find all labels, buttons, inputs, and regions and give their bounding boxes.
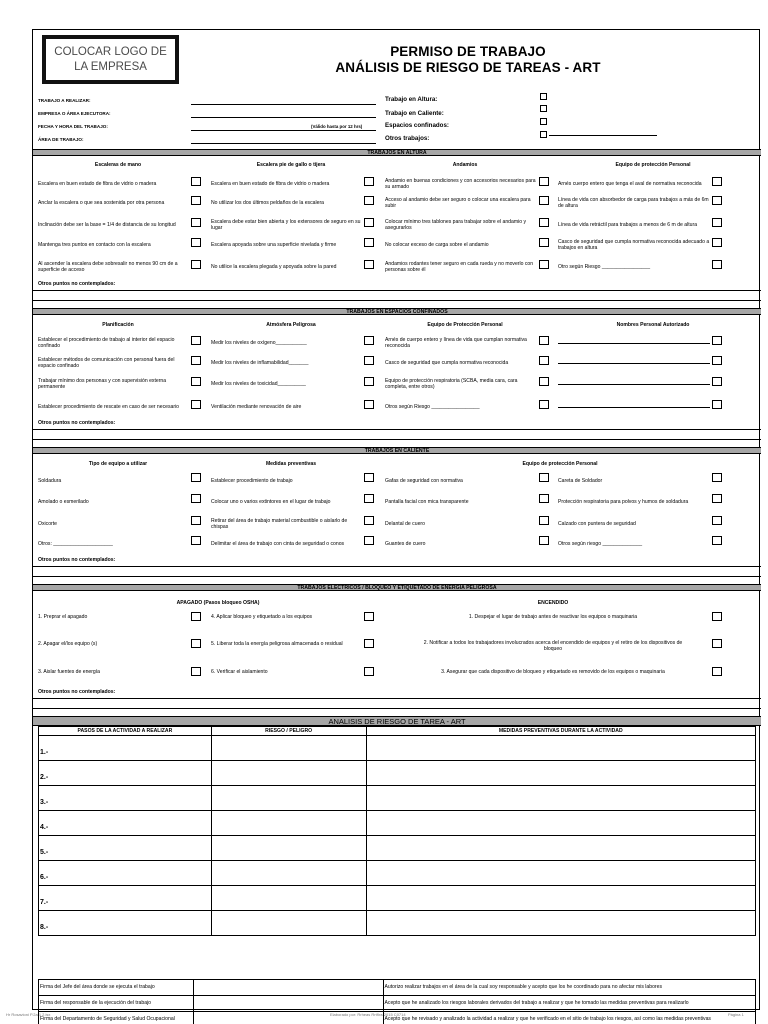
col-title: Planificación	[102, 322, 134, 328]
checkbox[interactable]	[364, 356, 374, 365]
art-row	[39, 861, 756, 886]
checkbox[interactable]	[539, 177, 549, 186]
checkbox[interactable]	[712, 612, 722, 621]
checkbox[interactable]	[191, 494, 201, 503]
col-title: Escalera pie de gallo o tijera	[256, 162, 326, 168]
checkbox[interactable]	[539, 260, 549, 269]
signature-role: Firma del Departamento de Seguridad y Salud Ocupacional	[39, 1012, 194, 1024]
checkbox[interactable]	[364, 516, 374, 525]
divider	[33, 576, 761, 577]
checkbox[interactable]	[712, 377, 722, 386]
art-step-cell[interactable]: 4.-	[39, 811, 212, 836]
art-measures-cell[interactable]	[366, 736, 755, 761]
checklist-item: Escalera debe estar bien abierta y los extensores de seguro en su lugar	[211, 218, 361, 231]
checkbox[interactable]	[364, 639, 374, 648]
checklist-item: Acceso al andamio debe ser seguro o colocar una escalera para subir	[385, 196, 531, 209]
checkbox[interactable]	[364, 612, 374, 621]
section-band-art: ANALISIS DE RIESGO DE TAREA - ART	[33, 716, 761, 726]
checklist-item: Casco de seguridad que cumpla normativa reconocida	[385, 359, 509, 366]
checklist-item: Soldadura	[38, 477, 62, 484]
checklist-item: Establecer procedimiento de rescate en caso de ser necesario	[38, 403, 180, 410]
col-title: APAGADO (Pasos bloqueo OSHA)	[176, 600, 260, 606]
checklist-item: Otros según riesgo ______________	[558, 540, 643, 547]
art-step-cell[interactable]: 7.-	[39, 886, 212, 911]
checklist-item: Retirar del área de trabajo material combustible o aislarlo de chispas	[211, 517, 348, 530]
checklist-item: Medir los niveles de oxígeno___________	[211, 339, 307, 346]
checkbox[interactable]	[364, 494, 374, 503]
checkbox[interactable]	[191, 377, 201, 386]
checklist-item: 6. Verificar el aislamiento	[211, 668, 268, 675]
col-title: Tipo de equipo a utilizar	[88, 461, 148, 467]
checklist-item: Línea de vida con absorbedor de carga para trabajos a más de 6m de altura	[558, 196, 709, 209]
art-risk-cell[interactable]	[211, 761, 366, 786]
checkbox[interactable]	[191, 177, 201, 186]
art-step-cell[interactable]: 5.-	[39, 836, 212, 861]
col-title: Equipo de Protección Personal	[427, 322, 503, 328]
col-title: Nombres Personal Autorizado	[616, 322, 690, 328]
checkbox[interactable]	[364, 260, 374, 269]
checkbox[interactable]	[712, 260, 722, 269]
checklist-item: Andamio en buenas condiciones y con accesorios necesarios para su armado	[385, 177, 536, 190]
checklist-item: Medir los niveles de toxicidad__________	[211, 380, 306, 387]
checkbox[interactable]	[191, 516, 201, 525]
checkbox[interactable]	[539, 494, 549, 503]
authorized-name-line[interactable]	[558, 407, 710, 408]
checklist-item: Colocar uno o varios extintores en el lugar de trabajo	[211, 498, 331, 505]
col-title: Andamios	[452, 162, 478, 168]
checklist-item: Arnés de cuerpo entero y línea de vida que cumplan normativa reconocida	[385, 336, 527, 349]
checklist-item: No colocar exceso de carga sobre el andamio	[385, 241, 489, 248]
checklist-item: Establecer métodos de comunicación con personal fuera del espacio confinado	[38, 356, 175, 369]
work-type-checkbox[interactable]	[540, 93, 547, 100]
checklist-item: 2. Apagar el/los equipo (s)	[38, 640, 98, 647]
checklist-item: Otros: _____________________	[38, 540, 113, 547]
checkbox[interactable]	[191, 612, 201, 621]
header-field-label: TRABAJO A REALIZAR:	[38, 98, 91, 103]
art-step-cell[interactable]: 8.-	[39, 911, 212, 936]
checkbox[interactable]	[364, 667, 374, 676]
art-measures-cell[interactable]	[366, 886, 755, 911]
checklist-item: Al ascender la escalera debe sobresalir no menos 90 cm de a superficie de acceso	[38, 260, 178, 273]
checklist-item: Gafas de seguridad con normativa	[385, 477, 463, 484]
checkbox[interactable]	[539, 377, 549, 386]
logo-placeholder	[42, 35, 179, 84]
checkbox[interactable]	[712, 356, 722, 365]
checklist-item: Trabajar mínimo dos personas y con supervisión externa permanente	[38, 377, 167, 390]
art-row	[39, 786, 756, 811]
authorized-name-line[interactable]	[558, 343, 710, 344]
checklist-item: Línea de vida retráctil para trabajos a menos de 6 m de altura	[558, 221, 698, 228]
signature-statement: Acepto que he analizado los riesgos laborales derivados del trabajo a realizar y que he tomado las medidas preventivas para realizarlo	[383, 996, 755, 1012]
checklist-item: Protección respiratoria para polvos y humos de soldadura	[558, 498, 689, 505]
checklist-item: 3. Aislar fuentes de energía	[38, 668, 101, 675]
checkbox[interactable]	[364, 218, 374, 227]
checklist-item: Casco de seguridad que cumpla normativa reconocida adecuado a trabajos en altura	[558, 238, 710, 251]
art-header-row	[39, 727, 756, 736]
checkbox[interactable]	[712, 667, 722, 676]
form-title: PERMISO DE TRABAJO	[390, 44, 546, 59]
checkbox[interactable]	[191, 356, 201, 365]
signature-row	[39, 996, 756, 1012]
checklist-item: Otro según Riesgo _________________	[558, 263, 651, 270]
art-row	[39, 736, 756, 761]
section-band-confinados: TRABAJOS EN ESPACIOS CONFINADOS	[33, 308, 761, 315]
signature-field[interactable]	[193, 996, 383, 1012]
checklist-item: Colocar mínimo tres tablones para trabajar sobre el andamio y asegurarlos	[385, 218, 526, 231]
art-row	[39, 886, 756, 911]
checkbox[interactable]	[364, 336, 374, 345]
art-measures-cell[interactable]	[366, 911, 755, 936]
header-field-label: ÁREA DE TRABAJO:	[38, 137, 84, 142]
art-col-header: RIESGO / PELIGRO	[211, 727, 366, 736]
checkbox[interactable]	[712, 196, 722, 205]
art-row	[39, 811, 756, 836]
art-row	[39, 761, 756, 786]
checkbox[interactable]	[539, 196, 549, 205]
checkbox[interactable]	[712, 536, 722, 545]
signature-statement: Acepto que he revisado y analizado la actividad a realizar y que he verificado en el sitio de trabajo los riesgos, así como las medidas preventivas	[383, 1012, 755, 1024]
checklist-item: Equipo de protección respiratoria (SCBA, media cara, cara completa, entre otros)	[385, 377, 518, 390]
art-measures-cell[interactable]	[366, 861, 755, 886]
divider	[33, 698, 761, 699]
art-risk-cell[interactable]	[211, 911, 366, 936]
checklist-item: Amolado o esmerilado	[38, 498, 89, 505]
checkbox[interactable]	[712, 516, 722, 525]
checkbox[interactable]	[191, 238, 201, 247]
checklist-item: Establecer el procedimiento de trabajo al interior del espacio confinado	[38, 336, 175, 349]
signature-field[interactable]	[193, 980, 383, 996]
checklist-item: Guantes de cuero	[385, 540, 426, 547]
checklist-item: Delantal de cuero	[385, 520, 425, 527]
header-field-line[interactable]	[191, 117, 376, 118]
checkbox[interactable]	[191, 639, 201, 648]
checkbox[interactable]	[712, 336, 722, 345]
checkbox[interactable]	[364, 400, 374, 409]
checklist-item: Medir los niveles de inflamabilidad_______	[211, 359, 309, 366]
checkbox[interactable]	[364, 238, 374, 247]
section-band-electricos: TRABAJOS ELECTRICOS / BLOQUEO Y ETIQUETADO DE ENERGÍA PELIGROSA	[33, 584, 761, 591]
art-step-cell[interactable]: 2.-	[39, 761, 212, 786]
checklist-item: Otros según Riesgo _________________	[385, 403, 480, 410]
checklist-item: Mantenga tres puntos en contacto con la escalera	[38, 241, 151, 248]
header-field-label: FECHA Y HORA DEL TRABAJO:	[38, 124, 108, 129]
art-measures-cell[interactable]	[366, 761, 755, 786]
checkbox[interactable]	[364, 536, 374, 545]
checkbox[interactable]	[191, 667, 201, 676]
checklist-item: 4. Aplicar bloqueo y etiquetado a los equipos	[211, 613, 313, 620]
art-measures-cell[interactable]	[366, 811, 755, 836]
other-points-label: Otros puntos no contemplados:	[38, 420, 116, 426]
checklist-item: Calzado con puntera de seguridad	[558, 520, 636, 527]
checklist-item: Careta de Soldador	[558, 477, 603, 484]
col-title: Equipo de protección Personal	[615, 162, 691, 168]
art-risk-cell[interactable]	[211, 886, 366, 911]
checklist-item: Establecer procedimiento de trabajo	[211, 477, 293, 484]
art-col-header: MEDIDAS PREVENTIVAS DURANTE LA ACTIVIDAD	[366, 727, 755, 736]
other-work-line[interactable]	[549, 135, 657, 136]
checklist-item: Arnés cuerpo entero que tenga el aval de normativa reconocida	[558, 180, 702, 187]
footer-center: Elaborado por: Rrheas Rrtflxs 2015 C0714	[330, 1012, 406, 1017]
divider	[33, 300, 761, 301]
checkbox[interactable]	[539, 473, 549, 482]
checklist-item: Escalera apoyada sobre una superficie nivelada y firme	[211, 241, 337, 248]
checkbox[interactable]	[191, 196, 201, 205]
col-title: ENCENDIDO	[537, 600, 569, 606]
checkbox[interactable]	[364, 473, 374, 482]
other-points-label: Otros puntos no contemplados:	[38, 689, 116, 695]
art-risk-cell[interactable]	[211, 861, 366, 886]
art-table	[38, 726, 756, 936]
divider	[33, 708, 761, 709]
checkbox[interactable]	[712, 177, 722, 186]
art-step-cell[interactable]: 6.-	[39, 861, 212, 886]
checklist-item: 3. Asegurar que cada dispositivo de bloqueo y etiquetado es removido de los equipos o maquinaria	[441, 668, 665, 675]
signature-role: Firma del responsable de la ejecución del trabajo	[39, 996, 194, 1012]
work-type-label: Otros trabajos:	[385, 135, 430, 142]
checkbox[interactable]	[191, 400, 201, 409]
checkbox[interactable]	[191, 536, 201, 545]
art-risk-cell[interactable]	[211, 786, 366, 811]
checkbox[interactable]	[539, 536, 549, 545]
divider	[33, 290, 761, 291]
footer-left: Hr Rosavioni P.2a 1 2.lsx	[6, 1012, 51, 1017]
art-risk-cell[interactable]	[211, 736, 366, 761]
checkbox[interactable]	[712, 494, 722, 503]
logo-placeholder-text: COLOCAR LOGO DE LA EMPRESA	[54, 46, 167, 73]
work-type-label: Trabajo en Altura:	[385, 96, 438, 103]
divider	[33, 566, 761, 567]
divider	[33, 439, 761, 440]
checkbox[interactable]	[364, 177, 374, 186]
col-title: Equipo de protección Personal	[522, 461, 598, 467]
checkbox[interactable]	[539, 516, 549, 525]
art-measures-cell[interactable]	[366, 836, 755, 861]
authorized-name-line[interactable]	[558, 384, 710, 385]
checkbox[interactable]	[712, 218, 722, 227]
art-row	[39, 911, 756, 936]
checkbox[interactable]	[539, 356, 549, 365]
authorized-name-line[interactable]	[558, 363, 710, 364]
work-type-checkbox[interactable]	[540, 105, 547, 112]
checkbox[interactable]	[539, 218, 549, 227]
checklist-item: No utilice la escalera plegada y apoyada sobre la pared	[211, 263, 337, 270]
work-type-label: Trabajo en Caliente:	[385, 110, 444, 117]
checklist-item: Delimitar el área de trabajo con cinta de seguridad o conos	[211, 540, 345, 547]
header-field-line[interactable]	[191, 104, 376, 105]
signature-row	[39, 980, 756, 996]
checklist-item: Ventilación mediante renovación de aire	[211, 403, 302, 410]
signature-statement: Autorizo realizar trabajos en el área de la cual soy responsable y acepto que los he coordinado para no afectar mis labores	[383, 980, 755, 996]
checkbox[interactable]	[712, 473, 722, 482]
work-type-label: Espacios confinados:	[385, 122, 449, 129]
checklist-item: Escalera en buen estado de fibra de vidrio o madera	[38, 180, 157, 187]
art-step-cell[interactable]: 3.-	[39, 786, 212, 811]
checklist-item: Anclar la escalera o que sea sostenida por otra persona	[38, 199, 165, 206]
form-subtitle: ANÁLISIS DE RIESGO DE TAREAS - ART	[335, 60, 601, 75]
art-row	[39, 836, 756, 861]
col-title: Escaleras de mano	[94, 162, 142, 168]
work-type-checkbox[interactable]	[540, 131, 547, 138]
other-points-label: Otros puntos no contemplados:	[38, 557, 116, 563]
checkbox[interactable]	[364, 196, 374, 205]
checklist-item: Inclinación debe ser la base = 1/4 de distancia de su longitud	[38, 221, 176, 228]
checklist-item: 5. Liberar toda la energía peligrosa almacenada o residual	[211, 640, 343, 647]
checkbox[interactable]	[191, 336, 201, 345]
col-title: Atmósfera Peligrosa	[266, 322, 316, 328]
section-band-altura: TRABAJOS EN ALTURA	[33, 149, 761, 156]
divider	[33, 429, 761, 430]
checkbox[interactable]	[539, 400, 549, 409]
checkbox[interactable]	[712, 238, 722, 247]
checkbox[interactable]	[191, 218, 201, 227]
checklist-item: Escalera en buen estado de fibra de vidrio o madera	[211, 180, 330, 187]
header-field-line[interactable]	[191, 130, 376, 131]
other-points-label: Otros puntos no contemplados:	[38, 281, 116, 287]
checklist-item: Oxicorte	[38, 520, 57, 527]
work-type-checkbox[interactable]	[540, 118, 547, 125]
checkbox[interactable]	[712, 400, 722, 409]
art-col-header: PASOS DE LA ACTIVIDAD A REALIZAR	[39, 727, 212, 736]
checkbox[interactable]	[364, 377, 374, 386]
checklist-item: Pantalla facial con mica transparente	[385, 498, 469, 505]
checkbox[interactable]	[539, 336, 549, 345]
header-field-label: EMPRESA O ÁREA EJECUTORA:	[38, 111, 111, 116]
art-risk-cell[interactable]	[211, 811, 366, 836]
section-band-caliente: TRABAJOS EN CALIENTE	[33, 447, 761, 454]
checklist-item: 2. Notificar a todos los trabajadores involucrados acerca del encendido de equipos y el retiro de los dispositivos de bloqueo	[423, 639, 683, 652]
validity-note: (Válido hasta por 12 hrs)	[311, 124, 363, 129]
checklist-item: 1. Preprar el apagado	[38, 613, 88, 620]
checkbox[interactable]	[539, 238, 549, 247]
footer-right: Página 1	[728, 1012, 744, 1017]
art-measures-cell[interactable]	[366, 786, 755, 811]
checkbox[interactable]	[191, 473, 201, 482]
checkbox[interactable]	[191, 260, 201, 269]
checklist-item: Andamios rodantes tener seguro en cada rueda y no moverlo con personas sobre él	[385, 260, 534, 273]
checklist-item: No utilizar los dos últimos peldaños de la escalera	[211, 199, 324, 206]
col-title: Medidas preventivas	[265, 461, 317, 467]
header-field-line[interactable]	[191, 143, 376, 144]
checkbox[interactable]	[712, 639, 722, 648]
signature-role: Firma del Jefe del área donde se ejecuta el trabajo	[39, 980, 194, 996]
art-step-cell[interactable]: 1.-	[39, 736, 212, 761]
art-risk-cell[interactable]	[211, 836, 366, 861]
checklist-item: 1. Despejar el lugar de trabajo antes de reactivar los equipos o maquinaria	[468, 613, 638, 620]
